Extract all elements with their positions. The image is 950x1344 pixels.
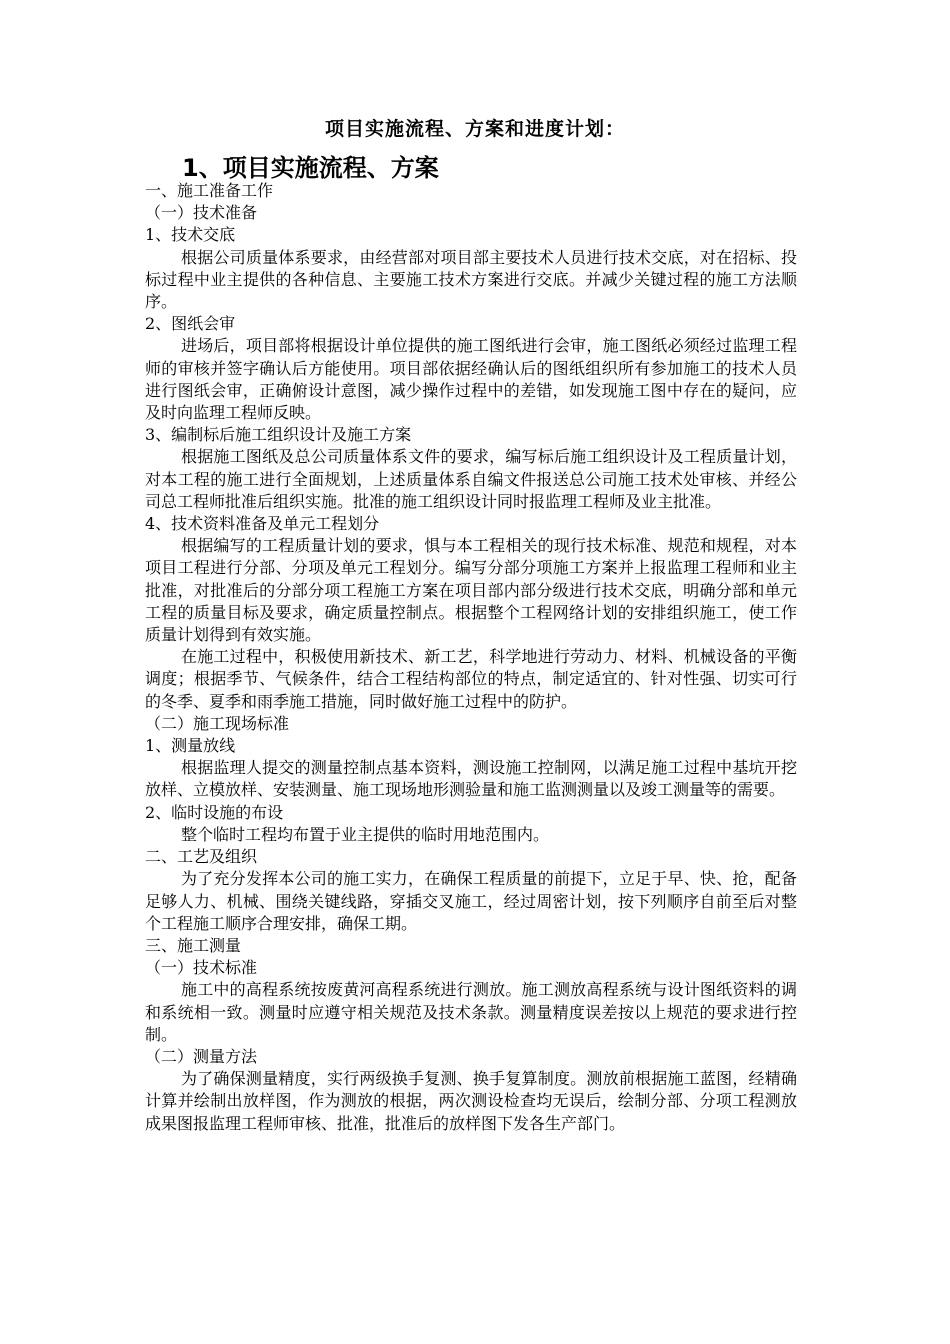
body-paragraph: 整个临时工程均布置于业主提供的临时用地范围内。 — [181, 824, 550, 844]
document-title: 项目实施流程、方案和进度计划： — [324, 118, 625, 140]
body-paragraph: 施工中的高程系统按废黄河高程系统进行测放。施工测放高程系统与设计图纸资料的调和系统相一致。测量时应遵守相关规范及技术条款。测量精度误差按以上规范的要求进行控制。 — [145, 980, 797, 1044]
section-subheading: 1、测量放线 — [145, 736, 236, 756]
body-paragraph: 为了确保测量精度，实行两级换手复测、换手复算制度。测放前根据施工蓝图，经精确计算并绘制出放样图，作为测放的根据，两次测设检查均无误后，绘制分部、分项工程测放成果图报监理工程师审核、批准，批准后的放样图下发各生产部门。 — [145, 1069, 797, 1133]
body-paragraph: 根据编写的工程质量计划的要求，惧与本工程相关的现行技术标准、规范和规程，对本项目工程进行分部、分项及单元工程划分。编写分部分项施工方案并上报监理工程师和业主批准，对批准后的分部分项工程施工方案在项目部内部分级进行技术交底，明确分部和单元工程的质量目标及要求，确定质量控制点。根据整个工程网络计划的安排组织施工，使工作质量计划得到有效实施。 — [145, 536, 797, 645]
section-subheading: （二）施工现场标准 — [145, 713, 290, 733]
section-subheading: 3、编制标后施工组织设计及施工方案 — [145, 425, 412, 445]
body-paragraph: 根据施工图纸及总公司质量体系文件的要求，编写标后施工组织设计及工程质量计划，对本工程的施工进行全面规划，上述质量体系自编文件报送总公司施工技术处审核、并经公司总工程师批准后组织实施。批准的施工组织设计同时报监理工程师及业主批准。 — [145, 447, 797, 511]
section-subheading: 4、技术资料准备及单元工程划分 — [145, 514, 380, 534]
section-subheading: （一）技术标准 — [145, 958, 258, 978]
body-paragraph: 在施工过程中，积极使用新技术、新工艺，科学地进行劳动力、材料、机械设备的平衡调度；根据季节、气候条件，结合工程结构部位的特点，制定适宜的、针对性强、切实可行的冬季、夏季和雨季施工措施，同时做好施工过程中的防护。 — [145, 647, 797, 711]
section-subheading: 二、工艺及组织 — [145, 847, 258, 867]
section-heading: 1、项目实施流程、方案 — [182, 154, 439, 182]
section-subheading: （一）技术准备 — [145, 203, 258, 223]
section-subheading: 一、施工准备工作 — [145, 181, 274, 200]
section-subheading: （二）测量方法 — [145, 1046, 258, 1066]
body-paragraph: 为了充分发挥本公司的施工实力，在确保工程质量的前提下，立足于早、快、抢，配备足够人力、机械、围绕关键线路，穿插交叉施工，经过周密计划，按下列顺序自前至后对整个工程施工顺序合理安排，确保工期。 — [145, 869, 797, 933]
body-paragraph: 根据公司质量体系要求，由经营部对项目部主要技术人员进行技术交底，对在招标、投标过程中业主提供的各种信息、主要施工技术方案进行交底。并减少关键过程的施工方法顺序。 — [145, 247, 797, 312]
section-subheading: 三、施工测量 — [145, 935, 242, 955]
body-paragraph: 根据监理人提交的测量控制点基本资料，测设施工控制网，以满足施工过程中基坑开挖放样、立模放样、安装测量、施工现场地形测验量和施工监测测量以及竣工测量等的需要。 — [145, 758, 797, 800]
section-subheading: 2、图纸会审 — [145, 314, 236, 334]
section-subheading: 1、技术交底 — [145, 225, 236, 245]
section-subheading: 2、临时设施的布设 — [145, 802, 284, 822]
body-paragraph: 进场后，项目部将根据设计单位提供的施工图纸进行会审，施工图纸必须经过监理工程师的审核并签字确认后方能使用。项目部依据经确认后的图纸组织所有参加施工的技术人员进行图纸会审，正确俯设计意图，减少操作过程中的差错，如发现施工图中存在的疑问，应及时向监理工程师反映。 — [145, 336, 797, 423]
document-body — [145, 180, 797, 1135]
